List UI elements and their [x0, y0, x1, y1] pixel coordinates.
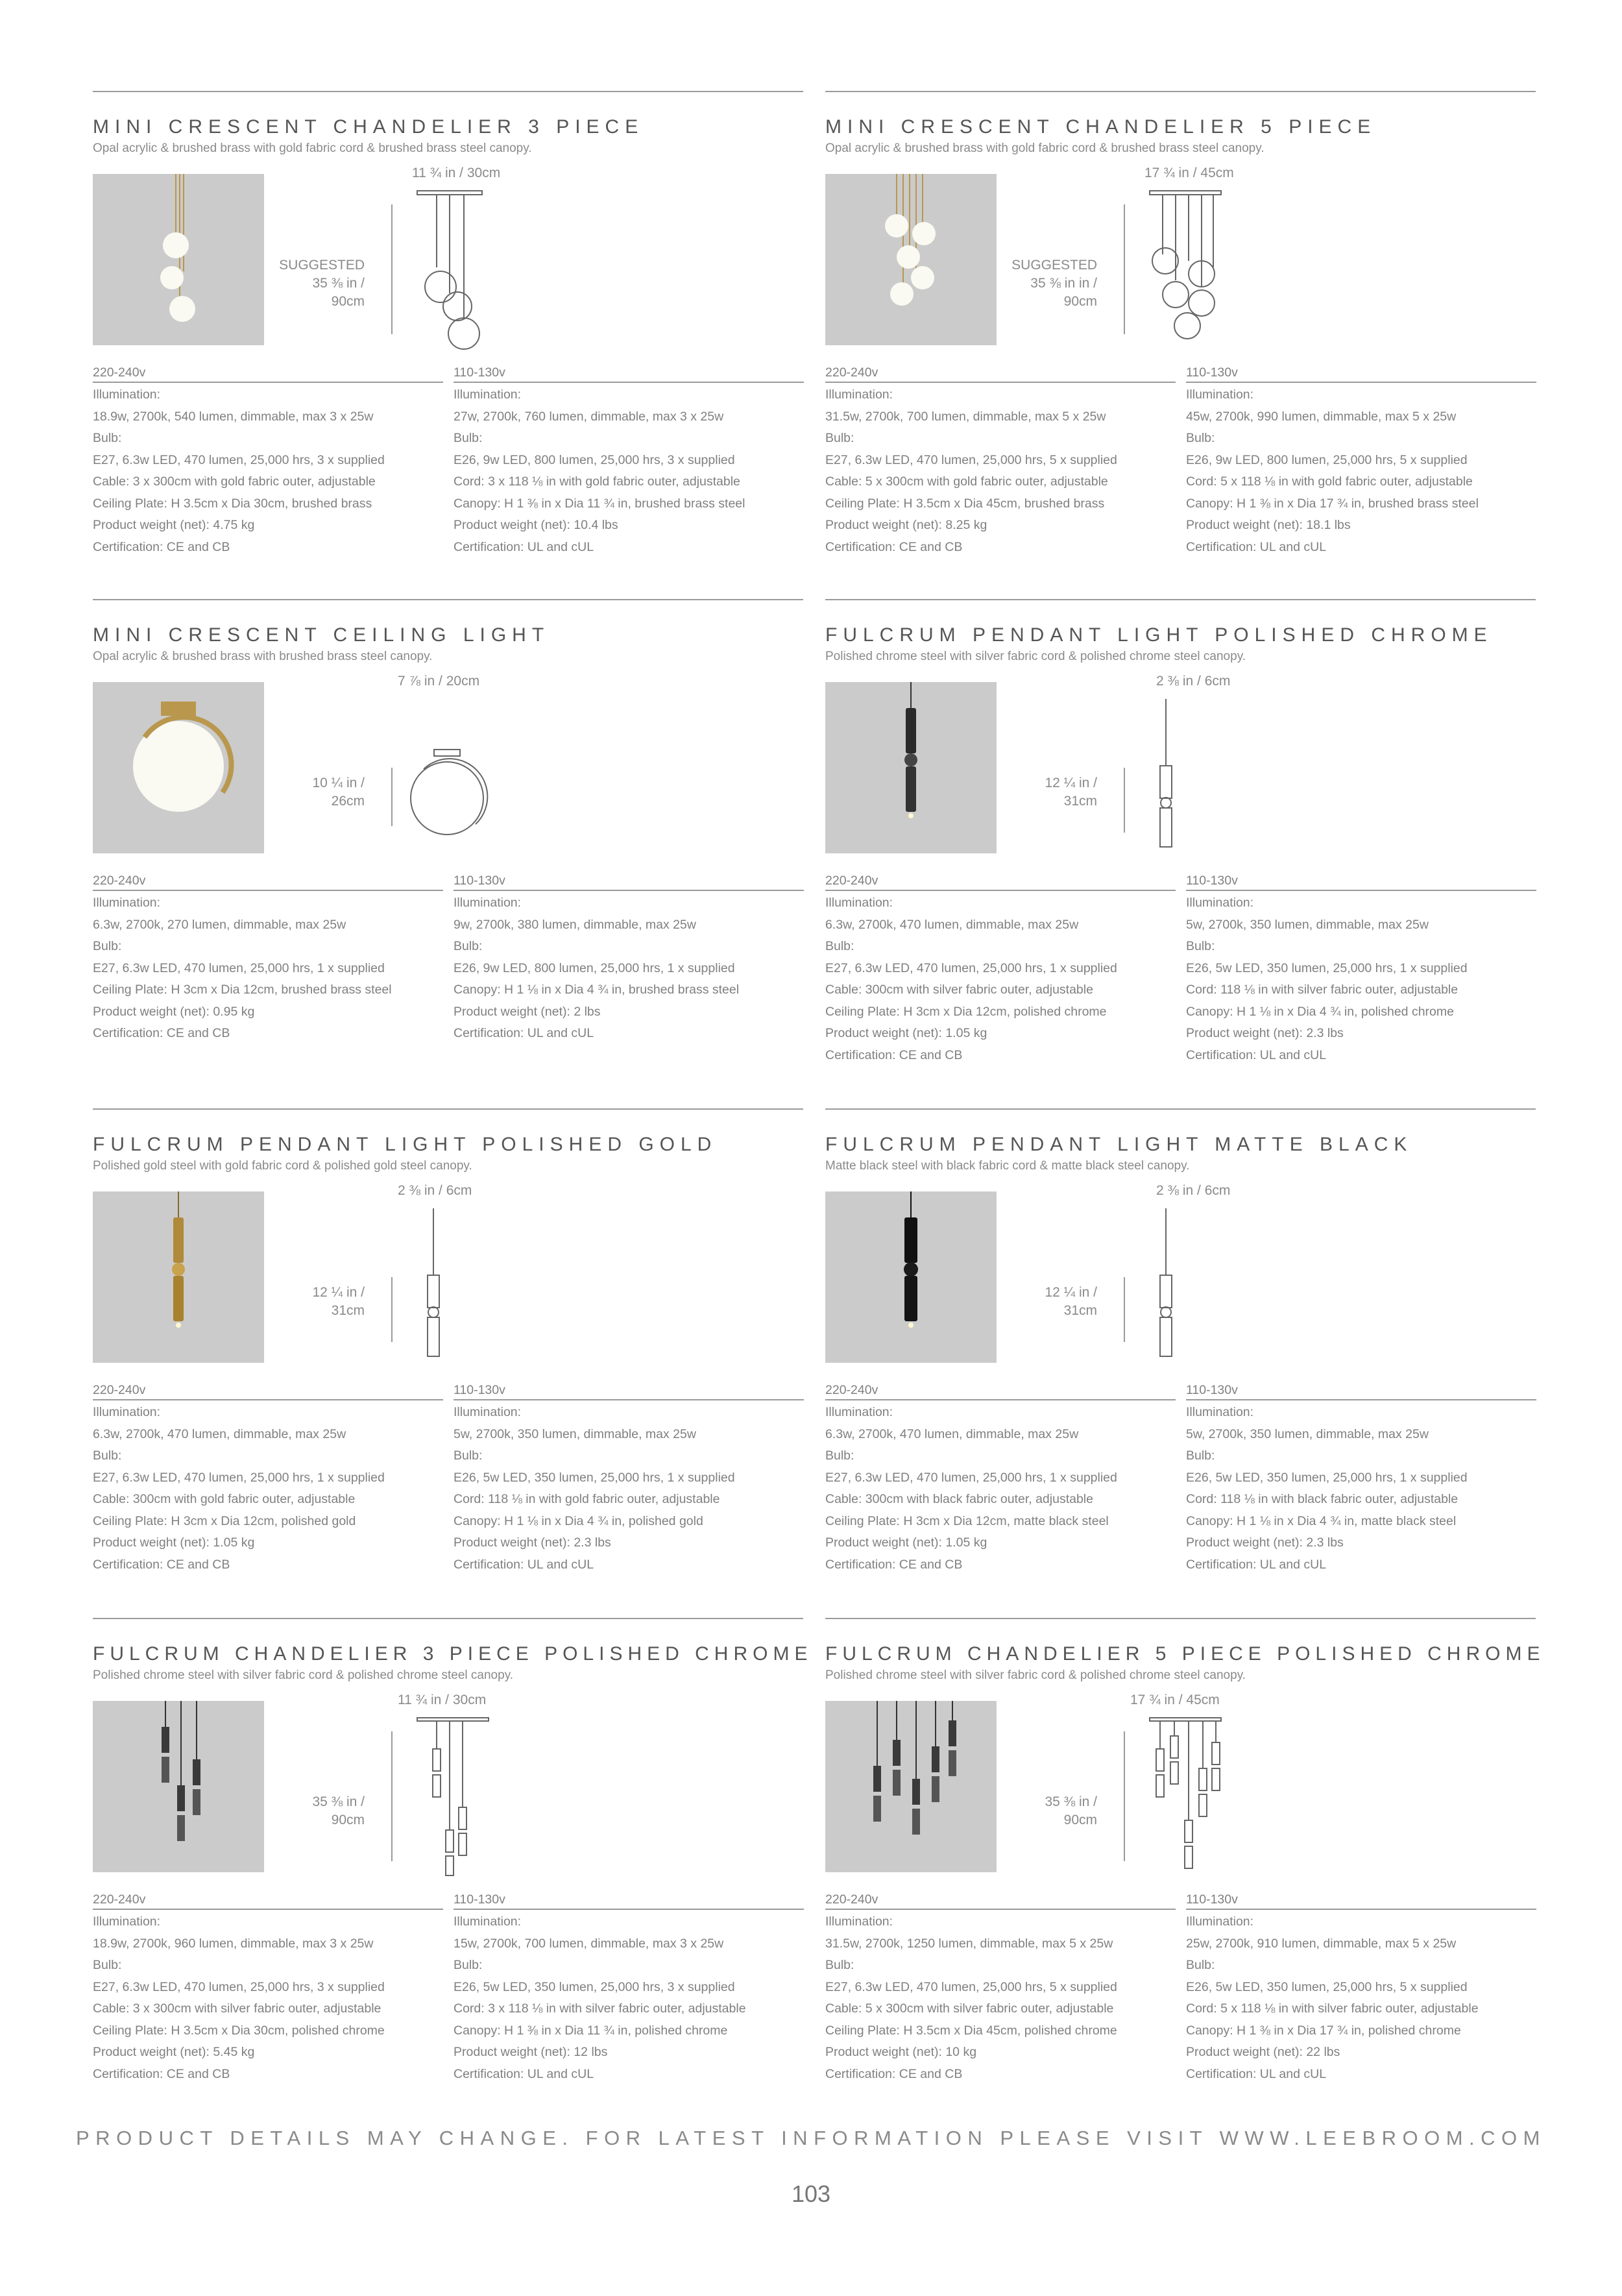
spec-110-130v: 110-130v Illumination: 5w, 2700k, 350 lumen, dimmable, max 25w Bulb: E26, 5w LED, 350 lumen, 25,000 hrs, 1 x supplied Cord: 118 ⅛ in with silver fabric outer, adjustable Canopy: H 1 ⅛ in x Dia 4 ¾ in, polished chrome Product weight (net): 2.3 lbs Certification: UL and cUL [1186, 872, 1536, 1066]
product-fulcrum-pendant-polished-gold [93, 1108, 803, 1602]
section-divider [825, 599, 1536, 600]
product-line-drawing [1137, 691, 1253, 860]
product-line-drawing [1137, 1201, 1253, 1369]
spec-220-240v: 220-240v Illumination: 6.3w, 2700k, 470 lumen, dimmable, max 25w Bulb: E27, 6.3w LED, 470 lumen, 25,000 hrs, 1 x supplied Cable: 300cm with black fabric outer, adjustable Ceiling Plate: H 3cm x Dia 12cm, matte black steel Product weight (net): 1.05 kg Certification: CE and CB [825, 1381, 1176, 1576]
product-title: FULCRUM PENDANT LIGHT MATTE BLACK [825, 1133, 1413, 1155]
spec-110-130v: 110-130v Illumination: 5w, 2700k, 350 lumen, dimmable, max 25w Bulb: E26, 5w LED, 350 lumen, 25,000 hrs, 1 x supplied Cord: 118 ⅛ in with black fabric outer, adjustable Canopy: H 1 ⅛ in x Dia 4 ¾ in, matte black steel Product weight (net): 2.3 lbs Certification: UL and cUL [1186, 1381, 1536, 1576]
spec-110-130v: 110-130v Illumination: 27w, 2700k, 760 lumen, dimmable, max 3 x 25w Bulb: E26, 9w LED, 800 lumen, 25,000 hrs, 3 x supplied Cord: 3 x 118 ⅛ in with gold fabric outer, adjustable Canopy: H 1 ⅜ in x Dia 11 ¾ in, brushed brass steel Product weight (net): 10.4 lbs Certification: UL and cUL [454, 363, 804, 558]
dimension-height: 35 ⅜ in / 90cm [1045, 1794, 1097, 1827]
dimension-width: 2 ⅜ in / 6cm [398, 1183, 472, 1198]
product-title: FULCRUM PENDANT LIGHT POLISHED CHROME [825, 624, 1493, 646]
product-title: MINI CRESCENT CHANDELIER 3 PIECE [93, 116, 644, 138]
dimension-width: 2 ⅜ in / 6cm [1156, 1183, 1231, 1198]
product-photo [93, 174, 264, 345]
spec-110-130v: 110-130v Illumination: 9w, 2700k, 380 lumen, dimmable, max 25w Bulb: E26, 9w LED, 800 lumen, 25,000 hrs, 1 x supplied Canopy: H 1 ⅛ in x Dia 4 ¾ in, brushed brass steel Product weight (net): 2 lbs Certification: UL and cUL [454, 872, 804, 1045]
product-description: Opal acrylic & brushed brass with brushed brass steel canopy. [93, 650, 433, 663]
dimension-width: 17 ¾ in / 45cm [1144, 165, 1234, 180]
dimension-line [1124, 768, 1125, 833]
product-title: FULCRUM CHANDELIER 5 PIECE POLISHED CHROME [825, 1643, 1545, 1665]
product-mini-crescent-ceiling-light [93, 599, 803, 1092]
section-divider [93, 1108, 803, 1110]
dimension-line [391, 768, 393, 826]
section-divider [825, 91, 1536, 92]
dimension-width: 11 ¾ in / 30cm [412, 165, 501, 180]
dimension-line [1124, 204, 1125, 334]
product-fulcrum-chandelier-3-chrome [93, 1618, 813, 2111]
dimension-line [391, 204, 393, 334]
product-mini-crescent-chandelier-5 [825, 91, 1536, 584]
dimension-line [391, 1731, 393, 1861]
spec-110-130v: 110-130v Illumination: 45w, 2700k, 990 lumen, dimmable, max 5 x 25w Bulb: E26, 9w LED, 800 lumen, 25,000 hrs, 5 x supplied Cord: 5 x 118 ⅛ in with gold fabric outer, adjustable Canopy: H 1 ⅜ in x Dia 17 ¾ in, brushed brass steel Product weight (net): 18.1 lbs Certification: UL and cUL [1186, 363, 1536, 558]
spec-220-240v: 220-240v Illumination: 6.3w, 2700k, 470 lumen, dimmable, max 25w Bulb: E27, 6.3w LED, 470 lumen, 25,000 hrs, 1 x supplied Cable: 300cm with gold fabric outer, adjustable Ceiling Plate: H 3cm x Dia 12cm, polished gold Product weight (net): 1.05 kg Certification: CE and CB [93, 1381, 443, 1576]
product-photo [825, 174, 997, 345]
product-photo [93, 1701, 264, 1872]
dimension-width: 17 ¾ in / 45cm [1130, 1692, 1220, 1707]
product-description: Opal acrylic & brushed brass with gold fabric cord & brushed brass steel canopy. [93, 141, 532, 155]
dimension-height: SUGGESTED 35 ⅜ in in / 90cm [1011, 258, 1097, 309]
product-description: Polished gold steel with gold fabric cord & polished gold steel canopy. [93, 1159, 472, 1173]
product-fulcrum-pendant-polished-chrome [825, 599, 1536, 1092]
section-divider [93, 1618, 803, 1619]
spec-110-130v: 110-130v Illumination: 25w, 2700k, 910 lumen, dimmable, max 5 x 25w Bulb: E26, 5w LED, 350 lumen, 25,000 hrs, 5 x supplied Cord: 5 x 118 ⅛ in with silver fabric outer, adjustable Canopy: H 1 ⅜ in x Dia 17 ¾ in, polished chrome Product weight (net): 22 lbs Certification: UL and cUL [1186, 1890, 1536, 2085]
product-photo [93, 682, 264, 853]
product-description: Polished chrome steel with silver fabric cord & polished chrome steel canopy. [93, 1668, 514, 1682]
product-description: Polished chrome steel with silver fabric cord & polished chrome steel canopy. [825, 1668, 1246, 1682]
product-line-drawing [1137, 1710, 1253, 1879]
product-title: FULCRUM PENDANT LIGHT POLISHED GOLD [93, 1133, 718, 1155]
product-photo [93, 1191, 264, 1363]
product-line-drawing [1137, 183, 1253, 352]
section-divider [93, 599, 803, 600]
product-photo [825, 1701, 997, 1872]
dimension-height: 12 ¼ in / 31cm [312, 1285, 365, 1318]
product-fulcrum-chandelier-5-chrome [825, 1618, 1545, 2111]
page-number: 103 [791, 2180, 831, 2207]
footer-disclaimer: PRODUCT DETAILS MAY CHANGE. FOR LATEST INFORMATION PLEASE VISIT WWW.LEEBROOM.COM [76, 2127, 1546, 2149]
spec-220-240v: 220-240v Illumination: 6.3w, 2700k, 470 lumen, dimmable, max 25w Bulb: E27, 6.3w LED, 470 lumen, 25,000 hrs, 1 x supplied Cable: 300cm with silver fabric outer, adjustable Ceiling Plate: H 3cm x Dia 12cm, polished chrome Product weight (net): 1.05 kg Certification: CE and CB [825, 872, 1176, 1066]
product-description: Matte black steel with black fabric cord & matte black steel canopy. [825, 1159, 1190, 1173]
dimension-width: 11 ¾ in / 30cm [398, 1692, 487, 1707]
spec-220-240v: 220-240v Illumination: 31.5w, 2700k, 1250 lumen, dimmable, max 5 x 25w Bulb: E27, 6.3w LED, 470 lumen, 25,000 hrs, 5 x supplied Cable: 5 x 300cm with silver fabric outer, adjustable Ceiling Plate: H 3.5cm x Dia 45cm, polished chrome Product weight (net): 10 kg Certification: CE and CB [825, 1890, 1176, 2085]
section-divider [825, 1108, 1536, 1110]
product-description: Polished chrome steel with silver fabric cord & polished chrome steel canopy. [825, 650, 1246, 663]
dimension-height: SUGGESTED 35 ⅜ in / 90cm [279, 258, 365, 309]
product-title: MINI CRESCENT CHANDELIER 5 PIECE [825, 116, 1377, 138]
section-divider [825, 1618, 1536, 1619]
spec-110-130v: 110-130v Illumination: 5w, 2700k, 350 lumen, dimmable, max 25w Bulb: E26, 5w LED, 350 lumen, 25,000 hrs, 1 x supplied Cord: 118 ⅛ in with gold fabric outer, adjustable Canopy: H 1 ⅛ in x Dia 4 ¾ in, polished gold Product weight (net): 2.3 lbs Certification: UL and cUL [454, 1381, 804, 1576]
product-fulcrum-pendant-matte-black [825, 1108, 1536, 1602]
product-line-drawing [404, 1201, 521, 1369]
product-description: Opal acrylic & brushed brass with gold fabric cord & brushed brass steel canopy. [825, 141, 1265, 155]
dimension-height: 12 ¼ in / 31cm [1045, 1285, 1097, 1318]
product-line-drawing [404, 183, 521, 352]
spec-220-240v: 220-240v Illumination: 18.9w, 2700k, 540 lumen, dimmable, max 3 x 25w Bulb: E27, 6.3w LED, 470 lumen, 25,000 hrs, 3 x supplied Cable: 3 x 300cm with gold fabric outer, adjustable Ceiling Plate: H 3.5cm x Dia 30cm, brushed brass Product weight (net): 4.75 kg Certification: CE and CB [93, 363, 443, 558]
product-line-drawing [404, 1710, 521, 1879]
product-title: FULCRUM CHANDELIER 3 PIECE POLISHED CHROME [93, 1643, 813, 1665]
spec-220-240v: 220-240v Illumination: 18.9w, 2700k, 960 lumen, dimmable, max 3 x 25w Bulb: E27, 6.3w LED, 470 lumen, 25,000 hrs, 3 x supplied Cable: 3 x 300cm with silver fabric outer, adjustable Ceiling Plate: H 3.5cm x Dia 30cm, polished chrome Product weight (net): 5.45 kg Certification: CE and CB [93, 1890, 443, 2085]
product-photo [825, 682, 997, 853]
dimension-line [1124, 1731, 1125, 1861]
dimension-height: 35 ⅜ in / 90cm [312, 1794, 365, 1827]
dimension-line [1124, 1277, 1125, 1342]
dimension-width: 2 ⅜ in / 6cm [1156, 674, 1231, 689]
dimension-width: 7 ⅞ in / 20cm [398, 674, 480, 689]
section-divider [93, 91, 803, 92]
dimension-height: 12 ¼ in / 31cm [1045, 776, 1097, 809]
product-mini-crescent-chandelier-3 [93, 91, 803, 584]
spec-220-240v: 220-240v Illumination: 31.5w, 2700k, 700 lumen, dimmable, max 5 x 25w Bulb: E27, 6.3w LED, 470 lumen, 25,000 hrs, 5 x supplied Cable: 5 x 300cm with gold fabric outer, adjustable Ceiling Plate: H 3.5cm x Dia 45cm, brushed brass Product weight (net): 8.25 kg Certification: CE and CB [825, 363, 1176, 558]
spec-110-130v: 110-130v Illumination: 15w, 2700k, 700 lumen, dimmable, max 3 x 25w Bulb: E26, 5w LED, 350 lumen, 25,000 hrs, 3 x supplied Cord: 3 x 118 ⅛ in with silver fabric outer, adjustable Canopy: H 1 ⅜ in x Dia 11 ¾ in, polished chrome Product weight (net): 12 lbs Certification: UL and cUL [454, 1890, 804, 2085]
dimension-height: 10 ¼ in / 26cm [312, 776, 365, 809]
product-line-drawing [404, 691, 521, 860]
product-photo [825, 1191, 997, 1363]
spec-220-240v: 220-240v Illumination: 6.3w, 2700k, 270 lumen, dimmable, max 25w Bulb: E27, 6.3w LED, 470 lumen, 25,000 hrs, 1 x supplied Ceiling Plate: H 3cm x Dia 12cm, brushed brass steel Product weight (net): 0.95 kg Certification: CE and CB [93, 872, 443, 1045]
dimension-line [391, 1277, 393, 1342]
product-title: MINI CRESCENT CEILING LIGHT [93, 624, 550, 646]
